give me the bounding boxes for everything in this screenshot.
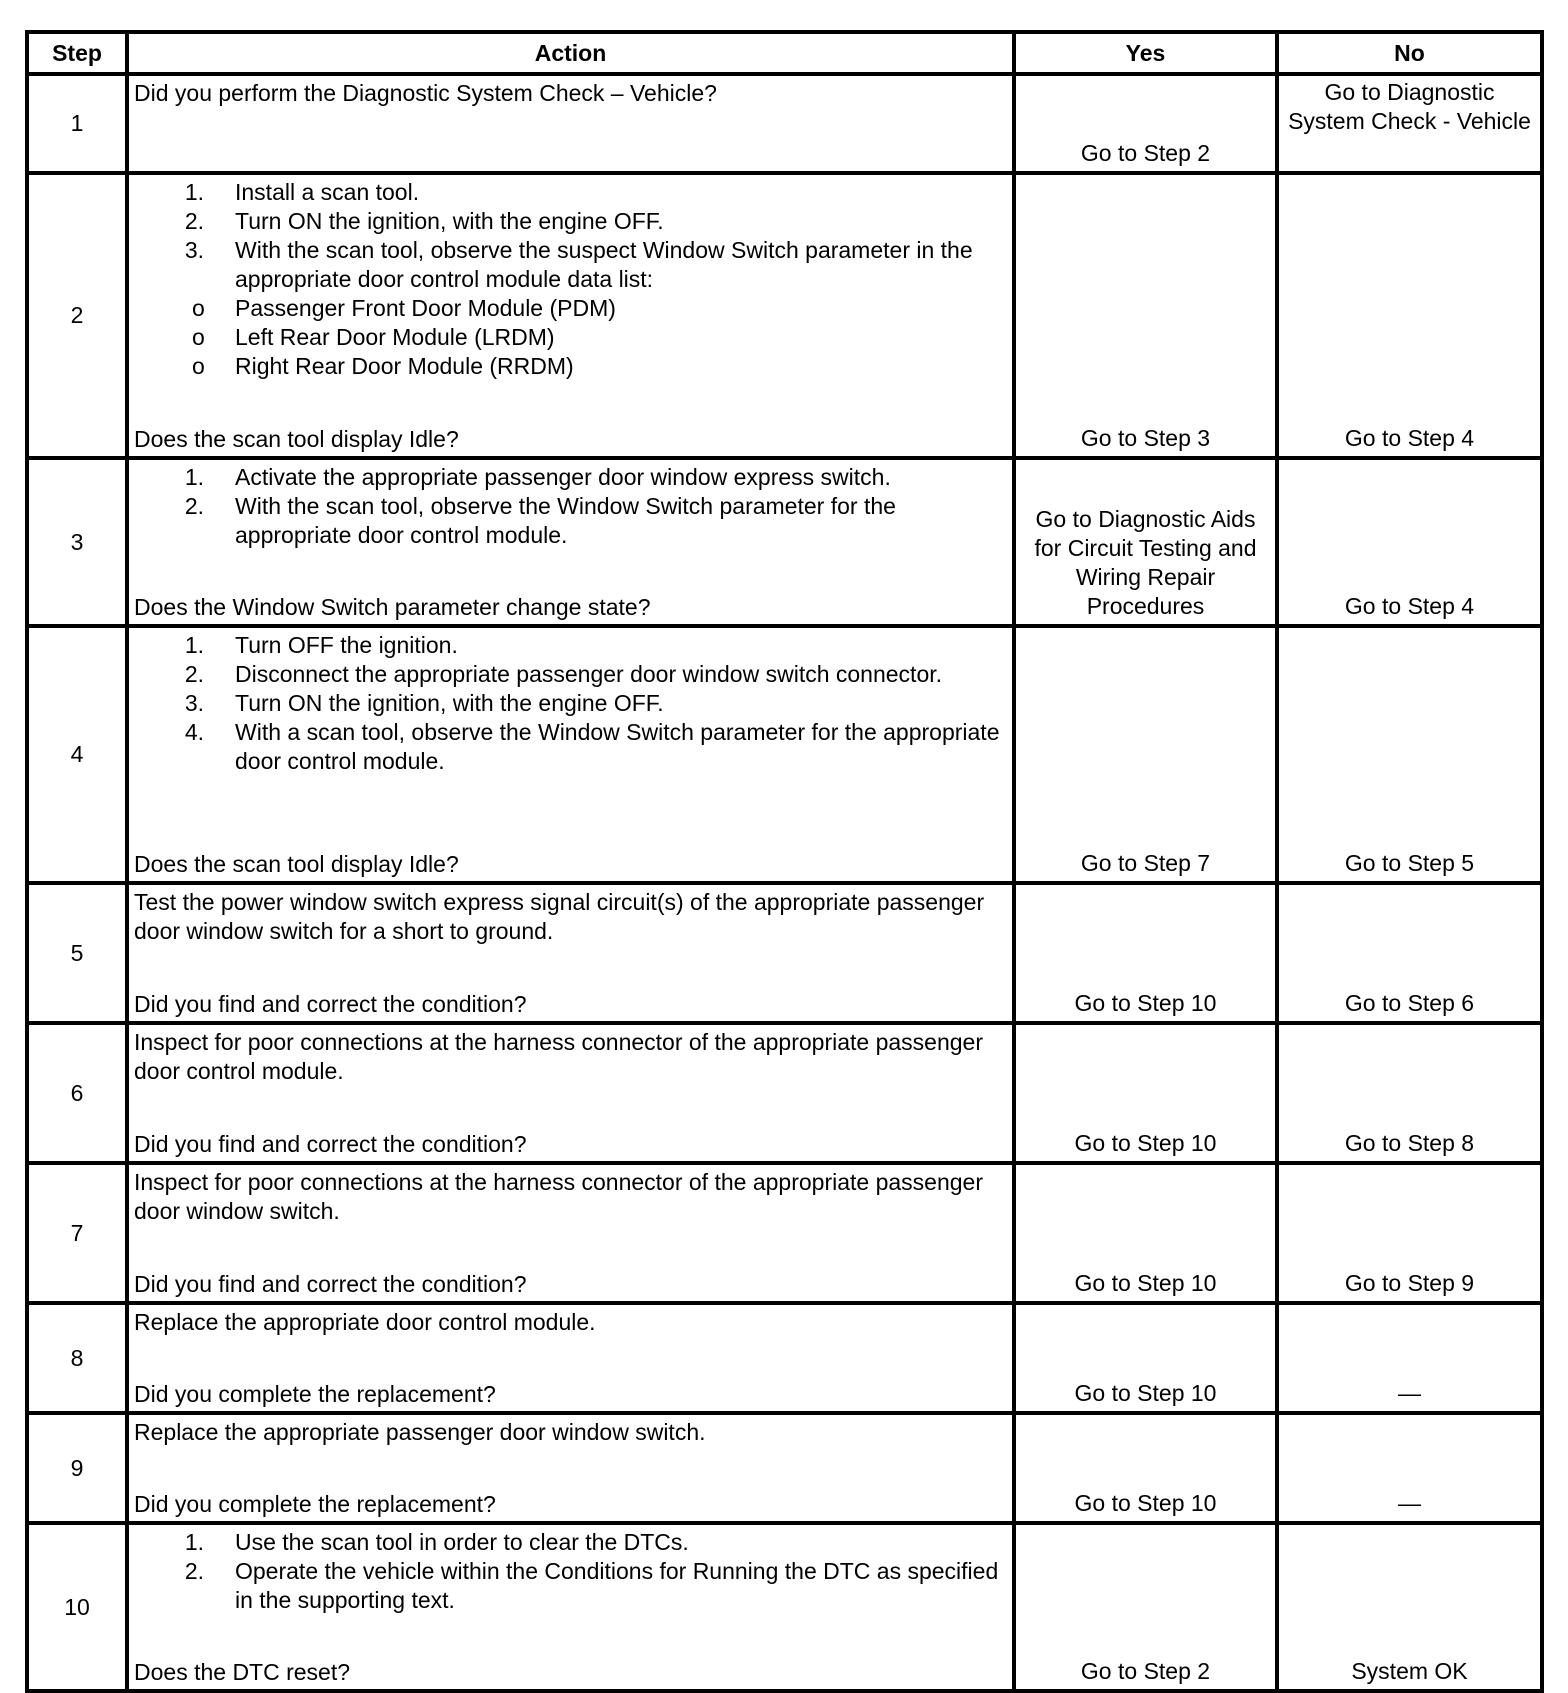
action-steps xyxy=(134,463,1008,550)
table-row xyxy=(27,173,1542,458)
step-number: 6 xyxy=(27,1023,127,1163)
step-number: 2 xyxy=(27,173,127,458)
step-text: Operate the vehicle within the Conditions for Running the DTC as specified in the supporting text. xyxy=(235,1558,999,1613)
no-cell: — xyxy=(1277,1413,1542,1523)
step-text: Turn ON the ignition, with the engine OFF. xyxy=(235,690,664,716)
module-text: Right Rear Door Module (RRDM) xyxy=(235,353,574,379)
header-step: Step xyxy=(27,32,127,74)
action-step xyxy=(134,689,1008,718)
step-index: 1. xyxy=(184,179,204,205)
step-index: 1. xyxy=(184,632,204,658)
table-row xyxy=(27,1023,1542,1163)
yes-cell: Go to Step 2 xyxy=(1014,1523,1277,1691)
action-question: Did you find and correct the condition? xyxy=(134,1131,527,1157)
action-step xyxy=(134,178,1008,207)
action-cell xyxy=(127,883,1014,1023)
bullet-icon: o xyxy=(192,295,205,321)
module-item xyxy=(134,294,1008,323)
action-question: Did you find and correct the condition? xyxy=(134,1271,527,1297)
step-number: 8 xyxy=(27,1303,127,1413)
action-cell xyxy=(127,1023,1014,1163)
no-cell: System OK xyxy=(1277,1523,1542,1691)
step-text: With the scan tool, observe the suspect Window Switch parameter in the appropriate door control module data list: xyxy=(235,237,973,292)
action-question: Does the DTC reset? xyxy=(134,1659,351,1685)
table-row xyxy=(27,626,1542,883)
diagnostic-table xyxy=(25,30,1544,1693)
action-cell xyxy=(127,74,1014,173)
table-row xyxy=(27,883,1542,1023)
step-text: Install a scan tool. xyxy=(235,179,420,205)
step-index: 3. xyxy=(184,237,204,263)
step-index: 4. xyxy=(184,719,204,745)
no-cell: — xyxy=(1277,1303,1542,1413)
step-index: 2. xyxy=(184,1558,204,1584)
action-steps xyxy=(134,178,1008,294)
table-row xyxy=(27,1163,1542,1303)
action-text: Inspect for poor connections at the harness connector of the appropriate passenger door window switch. xyxy=(134,1169,983,1224)
no-cell: Go to Step 4 xyxy=(1277,458,1542,626)
no-cell: Go to Diagnostic System Check - Vehicle xyxy=(1277,74,1542,173)
action-text: Replace the appropriate passenger door window switch. xyxy=(134,1419,706,1445)
action-cell xyxy=(127,1163,1014,1303)
step-text: Turn OFF the ignition. xyxy=(235,632,458,658)
action-cell xyxy=(127,1523,1014,1691)
bullet-icon: o xyxy=(192,324,205,350)
action-steps xyxy=(134,1528,1008,1615)
yes-cell: Go to Step 3 xyxy=(1014,173,1277,458)
step-index: 2. xyxy=(184,493,204,519)
header-no: No xyxy=(1277,32,1542,74)
step-index: 1. xyxy=(184,464,204,490)
table-row xyxy=(27,458,1542,626)
module-item xyxy=(134,323,1008,352)
yes-cell: Go to Step 10 xyxy=(1014,1023,1277,1163)
action-question: Does the scan tool display Idle? xyxy=(134,426,459,452)
no-cell: Go to Step 4 xyxy=(1277,173,1542,458)
action-question: Did you find and correct the condition? xyxy=(134,991,527,1017)
action-step xyxy=(134,718,1008,776)
action-cell xyxy=(127,458,1014,626)
action-question: Does the Window Switch parameter change state? xyxy=(134,594,651,620)
action-steps xyxy=(134,631,1008,776)
action-cell xyxy=(127,173,1014,458)
table-row xyxy=(27,1413,1542,1523)
step-number: 10 xyxy=(27,1523,127,1691)
action-step xyxy=(134,631,1008,660)
action-step xyxy=(134,1528,1008,1557)
action-text: Test the power window switch express signal circuit(s) of the appropriate passenger door window switch for a short to ground. xyxy=(134,889,985,944)
step-number: 4 xyxy=(27,626,127,883)
step-index: 3. xyxy=(184,690,204,716)
step-number: 3 xyxy=(27,458,127,626)
yes-cell: Go to Step 10 xyxy=(1014,1413,1277,1523)
action-question: Did you complete the replacement? xyxy=(134,1381,496,1407)
header-action: Action xyxy=(127,32,1014,74)
step-text: Activate the appropriate passenger door window express switch. xyxy=(235,464,891,490)
action-cell xyxy=(127,626,1014,883)
action-step xyxy=(134,492,1008,550)
action-cell xyxy=(127,1303,1014,1413)
no-cell: Go to Step 8 xyxy=(1277,1023,1542,1163)
step-index: 2. xyxy=(184,208,204,234)
yes-cell: Go to Step 7 xyxy=(1014,626,1277,883)
no-cell: Go to Step 5 xyxy=(1277,626,1542,883)
step-text: Turn ON the ignition, with the engine OFF. xyxy=(235,208,664,234)
yes-cell: Go to Diagnostic Aids for Circuit Testing and Wiring Repair Procedures xyxy=(1014,458,1277,626)
header-yes: Yes xyxy=(1014,32,1277,74)
step-text: With the scan tool, observe the Window Switch parameter for the appropriate door control module. xyxy=(235,493,896,548)
module-text: Left Rear Door Module (LRDM) xyxy=(235,324,555,350)
step-index: 1. xyxy=(184,1529,204,1555)
step-number: 1 xyxy=(27,74,127,173)
module-item xyxy=(134,352,1008,381)
yes-cell: Go to Step 10 xyxy=(1014,1303,1277,1413)
module-text: Passenger Front Door Module (PDM) xyxy=(235,295,616,321)
action-question: Does the scan tool display Idle? xyxy=(134,851,459,877)
table-row xyxy=(27,1523,1542,1691)
action-step xyxy=(134,660,1008,689)
action-step xyxy=(134,207,1008,236)
step-number: 7 xyxy=(27,1163,127,1303)
action-step xyxy=(134,236,1008,294)
header-row xyxy=(27,32,1542,74)
no-cell: Go to Step 6 xyxy=(1277,883,1542,1023)
action-text: Replace the appropriate door control module. xyxy=(134,1309,596,1335)
action-step xyxy=(134,463,1008,492)
step-text: Disconnect the appropriate passenger door window switch connector. xyxy=(235,661,943,687)
table-row xyxy=(27,74,1542,173)
yes-cell: Go to Step 10 xyxy=(1014,1163,1277,1303)
action-step xyxy=(134,1557,1008,1615)
step-index: 2. xyxy=(184,661,204,687)
step-text: With a scan tool, observe the Window Switch parameter for the appropriate door control module. xyxy=(235,719,1000,774)
yes-cell: Go to Step 2 xyxy=(1014,74,1277,173)
step-number: 9 xyxy=(27,1413,127,1523)
action-cell xyxy=(127,1413,1014,1523)
action-text: Inspect for poor connections at the harness connector of the appropriate passenger door control module. xyxy=(134,1029,983,1084)
table-row xyxy=(27,1303,1542,1413)
yes-cell: Go to Step 10 xyxy=(1014,883,1277,1023)
action-question: Did you complete the replacement? xyxy=(134,1491,496,1517)
module-list xyxy=(134,294,1008,381)
step-number: 5 xyxy=(27,883,127,1023)
action-question: Did you perform the Diagnostic System Check – Vehicle? xyxy=(134,80,717,106)
no-cell: Go to Step 9 xyxy=(1277,1163,1542,1303)
step-text: Use the scan tool in order to clear the DTCs. xyxy=(235,1529,689,1555)
bullet-icon: o xyxy=(192,353,205,379)
